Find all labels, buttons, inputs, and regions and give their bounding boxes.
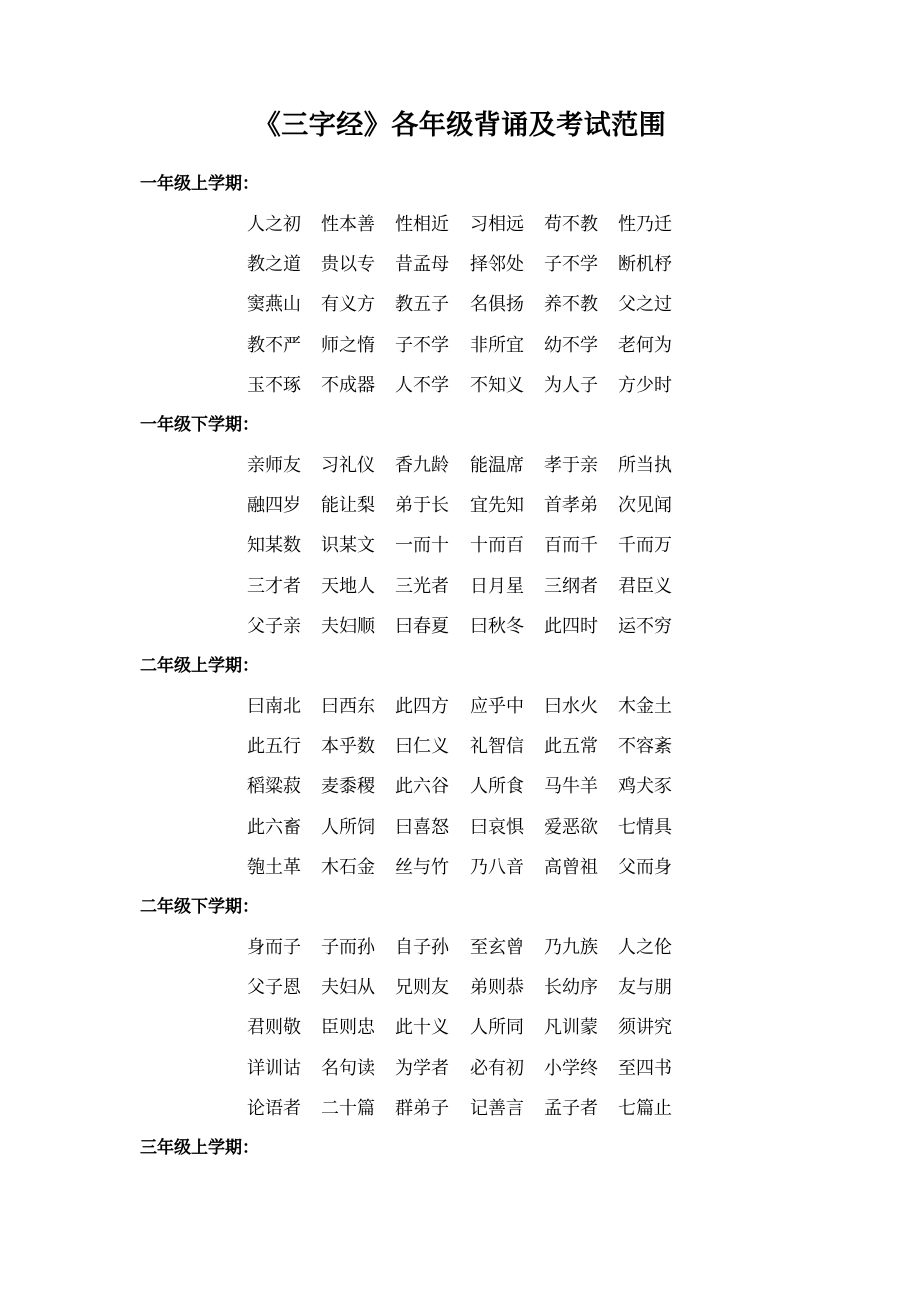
- verse-row: [247, 855, 707, 881]
- verse-phrase: 君则敬: [247, 1017, 301, 1038]
- verse-row: [247, 574, 707, 600]
- verse-phrase: 君臣义: [618, 576, 672, 597]
- verse-phrase: 千而万: [618, 535, 672, 556]
- verse-phrase: 友与朋: [618, 977, 672, 998]
- verse-phrase: 此十义: [395, 1017, 449, 1038]
- verse-row: [247, 694, 707, 720]
- semester-heading: 二年级下学期：: [140, 897, 259, 917]
- verse-phrase: 曰仁义: [395, 736, 449, 757]
- semester-heading: 一年级下学期：: [140, 415, 259, 435]
- verse-phrase: 弟则恭: [470, 977, 524, 998]
- verse-phrase: 乃八音: [470, 857, 524, 878]
- verse-row: [247, 975, 707, 1001]
- verse-phrase: 曰西东: [321, 696, 375, 717]
- verse-phrase: 子而孙: [321, 937, 375, 958]
- verse-phrase: 人所食: [470, 776, 524, 797]
- verse-phrase: 兄则友: [395, 977, 449, 998]
- verse-phrase: 能让梨: [321, 495, 375, 516]
- verse-phrase: 孟子者: [544, 1098, 598, 1119]
- verse-row: [247, 1015, 707, 1041]
- verse-phrase: 曰哀惧: [470, 817, 524, 838]
- verse-phrase: 父子亲: [247, 616, 301, 637]
- verse-phrase: 此六谷: [395, 776, 449, 797]
- verse-phrase: 为学者: [395, 1058, 449, 1079]
- verse-phrase: 断机杼: [618, 254, 672, 275]
- verse-phrase: 至四书: [618, 1058, 672, 1079]
- verse-phrase: 本乎数: [321, 736, 375, 757]
- verse-phrase: 方少时: [618, 375, 672, 396]
- verse-row: [247, 614, 707, 640]
- verse-row: [247, 252, 707, 278]
- verse-phrase: 天地人: [321, 576, 375, 597]
- verse-phrase: 香九龄: [395, 455, 449, 476]
- verse-phrase: 教五子: [395, 294, 449, 315]
- verse-phrase: 此五行: [247, 736, 301, 757]
- verse-phrase: 木金土: [618, 696, 672, 717]
- verse-row: [247, 815, 707, 841]
- verse-phrase: 此四时: [544, 616, 598, 637]
- verse-phrase: 夫妇从: [321, 977, 375, 998]
- verse-phrase: 乃九族: [544, 937, 598, 958]
- verse-phrase: 曰春夏: [395, 616, 449, 637]
- verse-phrase: 不知义: [470, 375, 524, 396]
- verse-phrase: 此六畜: [247, 817, 301, 838]
- verse-phrase: 三纲者: [544, 576, 598, 597]
- verse-row: [247, 212, 707, 238]
- verse-phrase: 父之过: [618, 294, 672, 315]
- verse-phrase: 凡训蒙: [544, 1017, 598, 1038]
- verse-phrase: 十而百: [470, 535, 524, 556]
- verse-phrase: 礼智信: [470, 736, 524, 757]
- verse-phrase: 玉不琢: [247, 375, 301, 396]
- verse-phrase: 名句读: [321, 1058, 375, 1079]
- verse-phrase: 性乃迁: [618, 214, 672, 235]
- verse-phrase: 一而十: [395, 535, 449, 556]
- verse-phrase: 贵以专: [321, 254, 375, 275]
- verse-row: [247, 734, 707, 760]
- verse-phrase: 长幼序: [544, 977, 598, 998]
- verse-phrase: 群弟子: [395, 1098, 449, 1119]
- verse-row: [247, 333, 707, 359]
- verse-phrase: 人不学: [395, 375, 449, 396]
- verse-phrase: 不容紊: [618, 736, 672, 757]
- verse-phrase: 老何为: [618, 335, 672, 356]
- verse-phrase: 自子孙: [395, 937, 449, 958]
- verse-phrase: 为人子: [544, 375, 598, 396]
- verse-phrase: 丝与竹: [395, 857, 449, 878]
- verse-phrase: 详训诂: [247, 1058, 301, 1079]
- verse-phrase: 教之道: [247, 254, 301, 275]
- verse-phrase: 须讲究: [618, 1017, 672, 1038]
- verse-phrase: 麦黍稷: [321, 776, 375, 797]
- verse-phrase: 匏土革: [247, 857, 301, 878]
- verse-phrase: 习礼仪: [321, 455, 375, 476]
- verse-phrase: 百而千: [544, 535, 598, 556]
- semester-heading: 三年级上学期：: [140, 1138, 259, 1158]
- verse-phrase: 非所宜: [470, 335, 524, 356]
- verse-phrase: 人之初: [247, 214, 301, 235]
- verse-phrase: 能温席: [470, 455, 524, 476]
- verse-phrase: 融四岁: [247, 495, 301, 516]
- verse-phrase: 父子恩: [247, 977, 301, 998]
- verse-phrase: 教不严: [247, 335, 301, 356]
- verse-phrase: 宜先知: [470, 495, 524, 516]
- verse-phrase: 稻粱菽: [247, 776, 301, 797]
- verse-row: [247, 1096, 707, 1122]
- verse-phrase: 应乎中: [470, 696, 524, 717]
- verse-phrase: 父而身: [618, 857, 672, 878]
- verse-phrase: 子不学: [544, 254, 598, 275]
- verse-phrase: 昔孟母: [395, 254, 449, 275]
- verse-phrase: 二十篇: [321, 1098, 375, 1119]
- verse-row: [247, 533, 707, 559]
- verse-phrase: 论语者: [247, 1098, 301, 1119]
- verse-phrase: 七篇止: [618, 1098, 672, 1119]
- verse-phrase: 人之伦: [618, 937, 672, 958]
- verse-phrase: 性相近: [395, 214, 449, 235]
- verse-phrase: 运不穷: [618, 616, 672, 637]
- verse-phrase: 所当执: [618, 455, 672, 476]
- verse-phrase: 七情具: [618, 817, 672, 838]
- verse-phrase: 有义方: [321, 294, 375, 315]
- verse-phrase: 习相远: [470, 214, 524, 235]
- verse-phrase: 名俱扬: [470, 294, 524, 315]
- verse-phrase: 人所饲: [321, 817, 375, 838]
- verse-phrase: 必有初: [470, 1058, 524, 1079]
- verse-phrase: 三光者: [395, 576, 449, 597]
- verse-phrase: 木石金: [321, 857, 375, 878]
- verse-phrase: 夫妇顺: [321, 616, 375, 637]
- verse-phrase: 曰秋冬: [470, 616, 524, 637]
- verse-phrase: 知某数: [247, 535, 301, 556]
- verse-phrase: 子不学: [395, 335, 449, 356]
- verse-row: [247, 453, 707, 479]
- verse-phrase: 人所同: [470, 1017, 524, 1038]
- verse-phrase: 鸡犬豕: [618, 776, 672, 797]
- verse-phrase: 识某文: [321, 535, 375, 556]
- verse-phrase: 首孝弟: [544, 495, 598, 516]
- verse-row: [247, 292, 707, 318]
- verse-phrase: 苟不教: [544, 214, 598, 235]
- semester-heading: 二年级上学期：: [140, 656, 259, 676]
- verse-phrase: 养不教: [544, 294, 598, 315]
- verse-phrase: 幼不学: [544, 335, 598, 356]
- verse-phrase: 至玄曾: [470, 937, 524, 958]
- verse-phrase: 窦燕山: [247, 294, 301, 315]
- verse-phrase: 择邻处: [470, 254, 524, 275]
- verse-phrase: 日月星: [470, 576, 524, 597]
- verse-phrase: 此五常: [544, 736, 598, 757]
- semester-heading: 一年级上学期：: [140, 174, 259, 194]
- verse-phrase: 孝于亲: [544, 455, 598, 476]
- verse-phrase: 此四方: [395, 696, 449, 717]
- verse-phrase: 记善言: [470, 1098, 524, 1119]
- verse-row: [247, 373, 707, 399]
- verse-phrase: 曰喜怒: [395, 817, 449, 838]
- verse-phrase: 师之惰: [321, 335, 375, 356]
- verse-row: [247, 935, 707, 961]
- verse-phrase: 臣则忠: [321, 1017, 375, 1038]
- verse-phrase: 不成器: [321, 375, 375, 396]
- verse-phrase: 身而子: [247, 937, 301, 958]
- verse-row: [247, 1056, 707, 1082]
- verse-phrase: 亲师友: [247, 455, 301, 476]
- verse-phrase: 曰水火: [544, 696, 598, 717]
- verse-phrase: 三才者: [247, 576, 301, 597]
- verse-phrase: 马牛羊: [544, 776, 598, 797]
- document-title: 《三字经》各年级背诵及考试范围: [253, 110, 667, 141]
- verse-phrase: 性本善: [321, 214, 375, 235]
- verse-row: [247, 774, 707, 800]
- verse-phrase: 次见闻: [618, 495, 672, 516]
- verse-row: [247, 493, 707, 519]
- verse-phrase: 弟于长: [395, 495, 449, 516]
- verse-phrase: 高曾祖: [544, 857, 598, 878]
- verse-phrase: 小学终: [544, 1058, 598, 1079]
- verse-phrase: 爱恶欲: [544, 817, 598, 838]
- verse-phrase: 曰南北: [247, 696, 301, 717]
